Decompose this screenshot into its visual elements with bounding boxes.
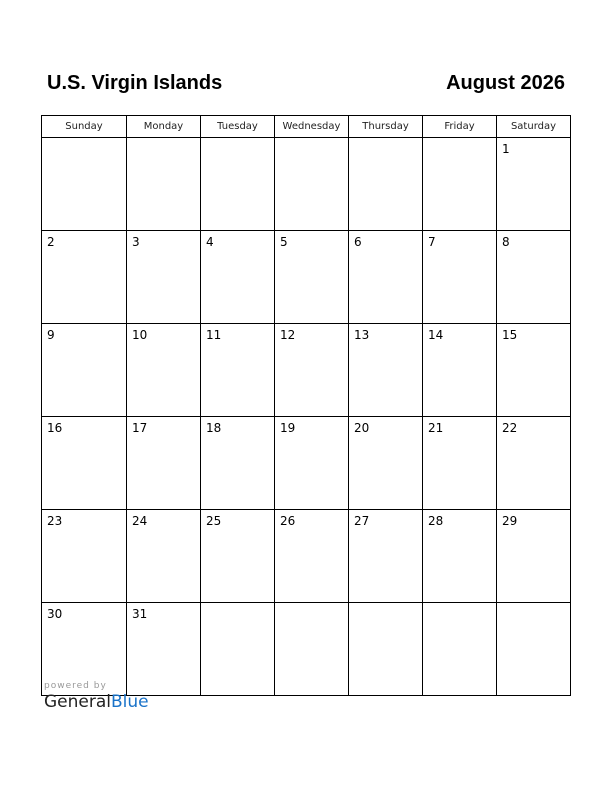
day-cell: 14 [423,324,497,417]
calendar-grid [41,115,571,696]
day-cell: 27 [349,510,423,603]
day-cell: 29 [497,510,571,603]
week-row [42,138,571,231]
day-cell [201,138,275,231]
day-cell: 16 [42,417,127,510]
week-row [42,231,571,324]
weekday-header-row [42,116,571,138]
region-title: U.S. Virgin Islands [47,72,223,94]
day-cell [349,603,423,696]
day-cell: 24 [127,510,201,603]
day-cell: 8 [497,231,571,324]
weekday-sunday: Sunday [42,116,127,138]
day-cell: 20 [349,417,423,510]
brand-blue: Blue [111,692,149,712]
day-cell [201,603,275,696]
day-cell: 17 [127,417,201,510]
day-cell: 7 [423,231,497,324]
day-cell: 6 [349,231,423,324]
weekday-saturday: Saturday [497,116,571,138]
day-cell: 28 [423,510,497,603]
day-cell [127,138,201,231]
calendar-header [41,70,571,100]
brand-general: General [44,692,111,712]
day-cell: 11 [201,324,275,417]
day-cell: 4 [201,231,275,324]
day-cell: 31 [127,603,201,696]
day-cell: 10 [127,324,201,417]
day-cell: 9 [42,324,127,417]
day-cell: 21 [423,417,497,510]
day-cell: 3 [127,231,201,324]
generalblue-logo[interactable] [44,692,149,712]
day-cell [349,138,423,231]
week-row [42,324,571,417]
week-row [42,510,571,603]
day-cell: 18 [201,417,275,510]
day-cell [423,603,497,696]
day-cell: 30 [42,603,127,696]
footer-branding [44,681,149,712]
day-cell: 15 [497,324,571,417]
weekday-wednesday: Wednesday [275,116,349,138]
weekday-monday: Monday [127,116,201,138]
weekday-tuesday: Tuesday [201,116,275,138]
day-cell [423,138,497,231]
day-cell [275,138,349,231]
day-cell: 12 [275,324,349,417]
day-cell: 25 [201,510,275,603]
powered-by-text: powered by [44,681,107,691]
month-title: August 2026 [446,72,565,94]
day-cell: 2 [42,231,127,324]
day-cell [42,138,127,231]
day-cell [497,603,571,696]
weekday-friday: Friday [423,116,497,138]
day-cell: 26 [275,510,349,603]
day-cell: 22 [497,417,571,510]
day-cell [275,603,349,696]
day-cell: 5 [275,231,349,324]
week-row [42,417,571,510]
day-cell: 13 [349,324,423,417]
day-cell: 1 [497,138,571,231]
weekday-thursday: Thursday [349,116,423,138]
day-cell: 19 [275,417,349,510]
day-cell: 23 [42,510,127,603]
